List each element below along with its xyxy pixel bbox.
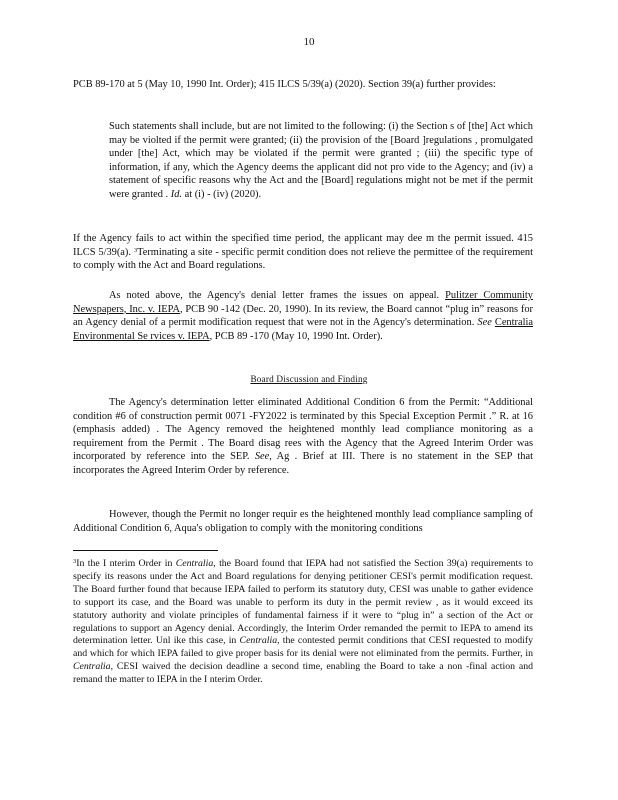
paragraph-determination-text	[73, 396, 533, 478]
intro-text: PCB 89-170 at 5 (May 10, 1990 Int. Order); 415 ILCS 5/39(a) (2020). Section 39(a) further provides:	[73, 79, 496, 90]
determination-text-1: The Agency's determination letter eliminated Additional Condition 6 from the Permit: “Additional condition #6 of construction permit 0071 -FY2022 is terminated by this Special Exception Permit .” R. at 16 (emphasis added) . The Agency removed the heightened monthly lead compliance monitoring as a requirement from the Permit . The Board disag rees with the Agency that the Agreed Interim Order was incorporated by reference into the SEP.	[73, 397, 533, 463]
section-heading-text: Board Discussion and Finding	[250, 374, 368, 384]
agency-fails-text-2: Terminating a site - specific permit condition does not relieve the permittee of the requirement to comply with the Act and Board regulations.	[73, 246, 533, 272]
quote-cite-id: Id.	[170, 188, 183, 200]
denial-text-1: As noted above, the Agency's denial letter frames the issues on appeal.	[109, 290, 440, 301]
determination-text-2: , Ag . Brief at III. There is no statement in the SEP that incorporates the Agreed Interim Order by reference.	[73, 451, 533, 476]
denial-text-2: , PCB 90 -142 (Dec. 20, 1990). In its review, the Board cannot “plug in” reasons for an Agency denial of a permit modification request that were not in the Agency's determination.	[73, 303, 533, 329]
case-citation-pulitzer: Pulitzer Community Newspapers, Inc. v. IEPA	[73, 290, 533, 315]
footnote-number: 3	[73, 558, 77, 565]
intro-paragraph	[73, 78, 533, 92]
footnote-text-3: , the contested permit conditions that CESI requested to modify and which for which IEPA failed to give proper basis for its denial were not eliminated from the permits. Further, in	[73, 635, 534, 660]
footnote-text-2: , the Board found that IEPA had not satisfied the Section 39(a) requirements to specify its reasons under the Act and Board regulations for denying petitioner CESI's permit modification request. The Board further found that because IEPA failed to perform its statutory duty, CESI was unable to gather evidence to support its case, and the Board was unable to perform its duty in the permit review , as it would exceed its statutory authority and violate principles of fundamental fairness if it were to “plug in” a section of the Act or regulations to support an Agency denial. Accordingly, the Interim Order remanded the permit to IEPA to amend its determination letter. Unl ike this case, in	[73, 558, 533, 647]
footnote-divider	[73, 550, 218, 551]
paragraph-agency-fails	[73, 232, 533, 273]
paragraph-however	[73, 508, 533, 535]
case-citation-centralia: Centralia Environmental Se rvices v. IEPA	[73, 317, 533, 342]
footnote-case-centralia-1: Centralia	[175, 558, 214, 569]
paragraph-determination	[73, 396, 533, 478]
see-signal-2: See	[254, 451, 270, 463]
agency-fails-text-1: If the Agency fails to act within the specified time period, the applicant may dee m the permit issued. 415 ILCS 5/39(a).	[73, 233, 533, 258]
footnote-text-1: In the I nterim Order in	[76, 558, 173, 569]
see-signal: See	[477, 317, 492, 329]
paragraph-agency-fails-text	[73, 232, 533, 273]
page-number: 10	[303, 36, 315, 48]
footnote-text-4: , CESI waived the decision deadline a second time, enabling the Board to take a non -final action and remand the matter to IEPA in the I nterim Order.	[73, 661, 533, 686]
section-heading	[0, 373, 618, 387]
footnote	[73, 558, 533, 687]
quote-cite-tail: at (i) - (iv) (2020).	[182, 188, 262, 200]
paragraph-denial-letter-text	[73, 289, 533, 343]
footnote-text	[73, 558, 533, 687]
footnote-case-centralia-3: Centralia	[73, 661, 111, 673]
block-quote-text	[109, 120, 533, 202]
footnote-case-centralia-2: Centralia	[239, 635, 278, 647]
paragraph-however-text: However, though the Permit no longer requir es the heightened monthly lead compliance sampling of Additional Condition 6, Aqua's obligation to comply with the monitoring conditions	[73, 509, 533, 534]
paragraph-denial-letter	[73, 289, 533, 343]
quote-body: Such statements shall include, but are not limited to the following: (i) the Section s of [the] Act which may be violted if the permit were granted; (ii) the provision of the [Board ]regulations , promulgated under [the] Act, which may be violated if the permit were granted ; (iii) the specific type of information, if any, which the Agency deems the applicant did not pro vide to the Agency; and (iv) a statement of specific reasons why the Act and the [Board] regulations might not be met if the permit were granted .	[109, 121, 533, 200]
footnote-ref[interactable]: 3	[133, 246, 138, 254]
denial-text-3: , PCB 89 -170 (May 10, 1990 Int. Order).	[209, 330, 383, 342]
block-quote	[109, 120, 533, 202]
